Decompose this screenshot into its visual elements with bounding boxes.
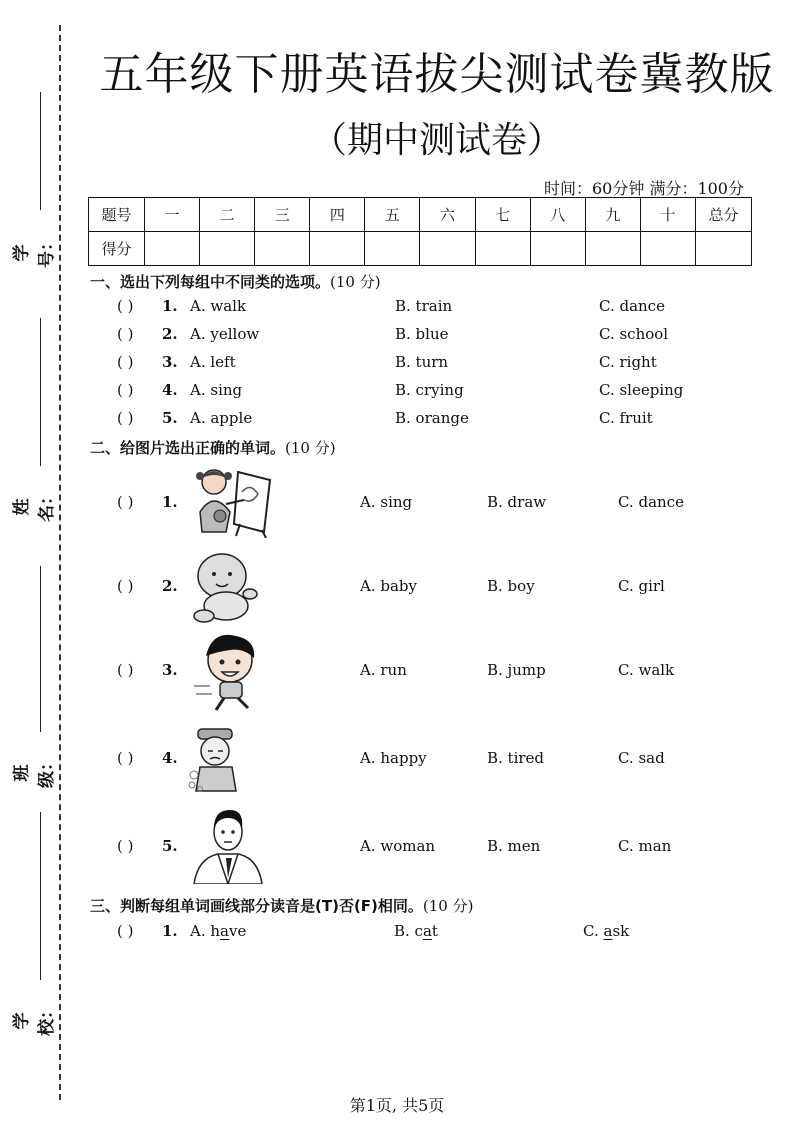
s2-question-2 bbox=[0, 577, 794, 601]
boy-running-picture bbox=[192, 632, 268, 712]
option-b: B. jump bbox=[487, 661, 546, 679]
s1-question-2 bbox=[0, 325, 794, 349]
option-a: A. left bbox=[190, 353, 236, 371]
answer-blank[interactable]: ( ) bbox=[117, 837, 134, 855]
name-label: 姓名： bbox=[12, 488, 57, 522]
school-label: 学校： bbox=[12, 1002, 57, 1036]
student-id-label: 学号： bbox=[12, 234, 57, 268]
score-table-cell: 八 bbox=[530, 198, 585, 232]
option-c bbox=[583, 922, 629, 940]
answer-blank[interactable]: ( ) bbox=[117, 297, 134, 315]
score-table-score-row bbox=[89, 232, 752, 266]
option-c: C. dance bbox=[618, 493, 684, 511]
option-b: B. boy bbox=[487, 577, 535, 595]
option-b: B. blue bbox=[395, 325, 449, 343]
option-c-underlined: a bbox=[603, 922, 613, 940]
student-id-line bbox=[40, 92, 41, 210]
score-input-cell[interactable] bbox=[640, 232, 695, 266]
option-c-prefix: C. bbox=[583, 922, 604, 940]
score-table-cell: 一 bbox=[145, 198, 200, 232]
option-b: B. crying bbox=[395, 381, 464, 399]
option-c: C. girl bbox=[618, 577, 665, 595]
score-table-cell: 六 bbox=[420, 198, 475, 232]
score-input-cell[interactable] bbox=[475, 232, 530, 266]
answer-blank[interactable]: ( ) bbox=[117, 577, 134, 595]
option-b: B. draw bbox=[487, 493, 547, 511]
s2-question-5 bbox=[0, 837, 794, 861]
question-number: 3. bbox=[162, 353, 178, 371]
s1-question-4 bbox=[0, 381, 794, 405]
score-table-cell: 十 bbox=[640, 198, 695, 232]
girl-drawing-picture bbox=[192, 462, 282, 538]
answer-blank[interactable]: ( ) bbox=[117, 353, 134, 371]
s2-question-1 bbox=[0, 493, 794, 517]
score-table bbox=[88, 197, 752, 266]
s2-question-4 bbox=[0, 749, 794, 773]
class-label: 班级： bbox=[12, 754, 57, 788]
page-title: 五年级下册英语拔尖测试卷冀教版 bbox=[99, 49, 775, 100]
answer-blank[interactable]: ( ) bbox=[117, 749, 134, 767]
section-2-title: 二、给图片选出正确的单词。 bbox=[90, 439, 286, 457]
option-a: A. happy bbox=[360, 749, 427, 767]
question-number: 5. bbox=[162, 409, 178, 427]
option-b: B. tired bbox=[487, 749, 545, 767]
option-c: C. right bbox=[599, 353, 657, 371]
section-1-heading bbox=[90, 271, 381, 292]
answer-blank[interactable]: ( ) bbox=[117, 381, 134, 399]
option-a: A. yellow bbox=[190, 325, 260, 343]
score-row-label: 得分 bbox=[89, 232, 145, 266]
score-input-cell[interactable] bbox=[255, 232, 310, 266]
score-table-cell: 五 bbox=[365, 198, 420, 232]
option-c: C. dance bbox=[599, 297, 665, 315]
option-c: C. sleeping bbox=[599, 381, 684, 399]
option-a: A. walk bbox=[190, 297, 247, 315]
section-3-points: (10 分) bbox=[422, 897, 474, 915]
score-input-cell[interactable] bbox=[530, 232, 585, 266]
option-a: A. woman bbox=[360, 837, 436, 855]
answer-blank[interactable]: ( ) bbox=[117, 661, 134, 679]
question-number: 1. bbox=[162, 297, 178, 315]
score-input-cell[interactable] bbox=[200, 232, 255, 266]
s1-question-5 bbox=[0, 409, 794, 433]
score-input-cell[interactable] bbox=[310, 232, 365, 266]
score-table-cell: 七 bbox=[475, 198, 530, 232]
option-b: B. men bbox=[487, 837, 541, 855]
baby-picture bbox=[192, 550, 264, 626]
question-number: 2. bbox=[162, 325, 178, 343]
man-in-suit-picture bbox=[192, 808, 264, 884]
question-number: 5. bbox=[162, 837, 178, 855]
option-b bbox=[394, 922, 438, 940]
option-b: B. orange bbox=[395, 409, 469, 427]
option-a-underlined: a bbox=[220, 922, 229, 940]
option-b: B. train bbox=[395, 297, 453, 315]
answer-blank[interactable]: ( ) bbox=[117, 325, 134, 343]
question-number: 4. bbox=[162, 749, 178, 767]
option-c-suffix: sk bbox=[612, 922, 630, 940]
question-number: 2. bbox=[162, 577, 178, 595]
score-table-header-row bbox=[89, 198, 752, 232]
score-input-cell[interactable] bbox=[145, 232, 200, 266]
question-number: 1. bbox=[162, 922, 178, 940]
score-table-cell: 九 bbox=[585, 198, 640, 232]
score-table-cell: 四 bbox=[310, 198, 365, 232]
question-number: 1. bbox=[162, 493, 178, 511]
option-c: C. fruit bbox=[599, 409, 653, 427]
score-input-cell[interactable] bbox=[420, 232, 475, 266]
option-c: C. man bbox=[618, 837, 672, 855]
score-table-cell: 总分 bbox=[696, 198, 752, 232]
section-2-heading bbox=[90, 437, 336, 458]
s3-question-1 bbox=[0, 922, 794, 946]
option-a bbox=[190, 922, 246, 940]
section-3-heading bbox=[90, 895, 473, 916]
option-c: C. sad bbox=[618, 749, 665, 767]
s1-question-1 bbox=[0, 297, 794, 321]
section-3-title: 三、判断每组单词画线部分读音是(T)否(F)相同。 bbox=[90, 897, 423, 915]
page-subtitle: （期中测试卷） bbox=[310, 120, 563, 161]
page-number: 第1页, 共5页 bbox=[349, 1096, 445, 1115]
score-input-cell[interactable] bbox=[365, 232, 420, 266]
section-2-points: (10 分) bbox=[285, 439, 336, 457]
option-a: A. baby bbox=[360, 577, 417, 595]
score-table-cell: 二 bbox=[200, 198, 255, 232]
option-a: A. apple bbox=[190, 409, 253, 427]
question-number: 4. bbox=[162, 381, 178, 399]
option-c: C. school bbox=[599, 325, 669, 343]
time-and-score-info: 时间：60分钟 满分：100分 bbox=[544, 179, 744, 198]
option-a-suffix: ve bbox=[228, 922, 247, 940]
option-c: C. walk bbox=[618, 661, 675, 679]
option-a-prefix: A. h bbox=[190, 922, 221, 940]
score-input-cell[interactable] bbox=[585, 232, 640, 266]
answer-blank[interactable]: ( ) bbox=[117, 493, 134, 511]
section-1-title: 一、选出下列每组中不同类的选项。 bbox=[90, 273, 331, 291]
score-input-cell[interactable] bbox=[696, 232, 752, 266]
sick-boy-picture bbox=[186, 727, 252, 795]
s1-question-3 bbox=[0, 353, 794, 377]
option-b: B. turn bbox=[395, 353, 449, 371]
option-b-prefix: B. c bbox=[394, 922, 423, 940]
score-table-cell: 题号 bbox=[89, 198, 145, 232]
section-1-points: (10 分) bbox=[330, 273, 381, 291]
option-a: A. sing bbox=[360, 493, 413, 511]
answer-blank[interactable]: ( ) bbox=[117, 922, 134, 940]
score-table-cell: 三 bbox=[255, 198, 310, 232]
option-b-underlined: a bbox=[422, 922, 432, 940]
option-a: A. run bbox=[360, 661, 407, 679]
question-number: 3. bbox=[162, 661, 178, 679]
s2-question-3 bbox=[0, 661, 794, 685]
option-a: A. sing bbox=[190, 381, 243, 399]
answer-blank[interactable]: ( ) bbox=[117, 409, 134, 427]
option-b-suffix: t bbox=[431, 922, 438, 940]
